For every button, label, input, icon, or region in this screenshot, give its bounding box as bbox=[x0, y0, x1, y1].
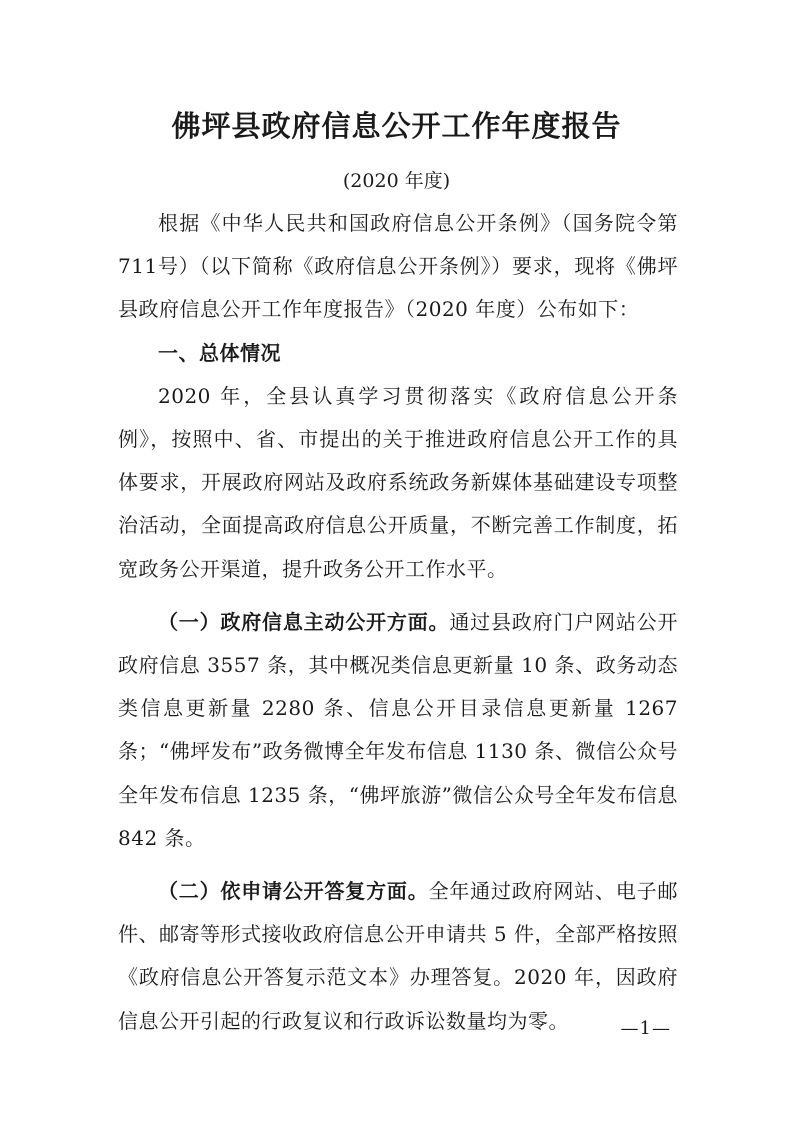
proactive-disclosure-paragraph bbox=[118, 601, 678, 860]
intro-paragraph: 根据《中华人民共和国政府信息公开条例》（国务院令第711号）（以下简称《政府信息公开条例》）要求，现将《佛坪县政府信息公开工作年度报告》（2020 年度）公布如下： bbox=[118, 211, 678, 322]
document-title: 佛坪县政府信息公开工作年度报告 bbox=[171, 109, 622, 143]
proactive-disclosure-text: 通过县政府门户网站公开政府信息 3557 条，其中概况类信息更新量 10 条、政务动态类信息更新量 2280 条、信息公开目录信息更新量 1267 条；“佛坪发布”政务微博全年发布信息 1130 条、微信公众号全年发布信息 1235 条，“佛坪旅游”微信公众号全年发布信息 842 条。 bbox=[118, 609, 678, 850]
overview-paragraph: 2020 年，全县认真学习贯彻落实《政府信息公开条例》，按照中、省、市提出的关于推进政府信息公开工作的具体要求，开展政府网站及政府系统政务新媒体基础建设专项整治活动，全面提高政府信息公开质量，不断完善工作制度，拓宽政务公开渠道，提升政务公开工作水平。 bbox=[118, 383, 678, 581]
request-response-paragraph bbox=[118, 870, 678, 1043]
proactive-disclosure-heading: （一）政府信息主动公开方面。 bbox=[158, 609, 450, 634]
page-number: —1— bbox=[620, 1018, 671, 1039]
document-subtitle: (2020 年度) bbox=[342, 170, 451, 192]
document-body bbox=[118, 202, 678, 1043]
request-response-heading: （二）依申请公开答复方面。 bbox=[158, 879, 429, 904]
request-response-text: 全年通过政府网站、电子邮件、邮寄等形式接收政府信息公开申请共 5 件，全部严格按照《政府信息公开答复示范文本》办理答复。2020 年，因政府信息公开引起的行政复议和行政诉讼数量均为零。 bbox=[118, 879, 678, 1033]
section-heading-overview: 一、总体情况 bbox=[158, 340, 281, 365]
